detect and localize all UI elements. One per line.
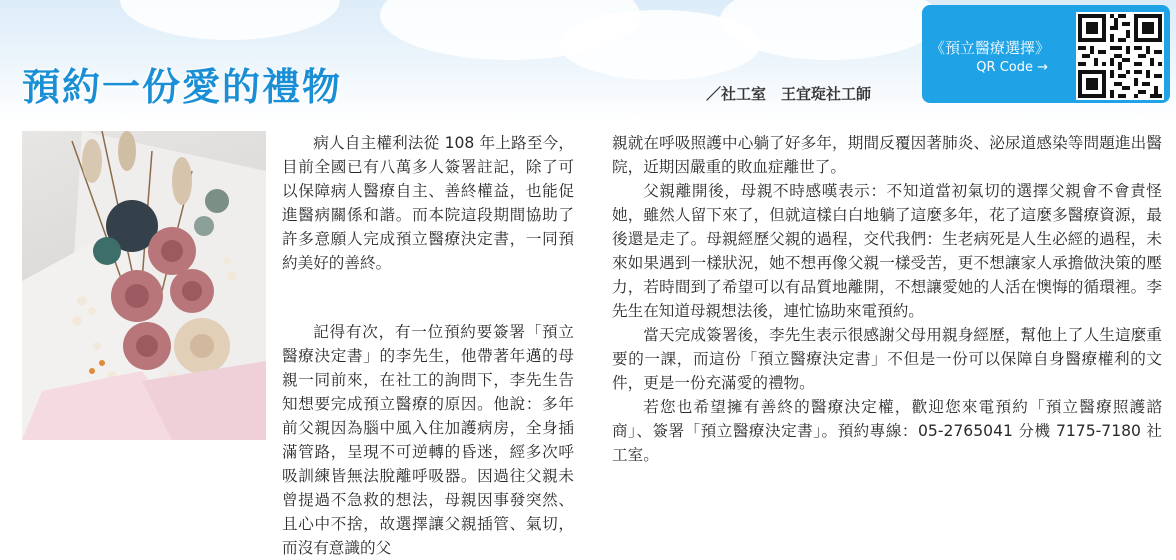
paragraph-continued: 親就在呼吸照護中心躺了好多年，期間反覆因著肺炎、泌尿道感染等問題進出醫院，近期因嚴重的敗血症離世了。 — [612, 134, 1162, 176]
paragraph-story-wrap: 記得有次，有一位預約要簽署「預立醫療決定書」的李先生，他帶著年邁的母親一同前來，在社工的詢問下，李先生告知想要完成預立醫療的原因。他說：多年前父親因為腦中風入住加護病房，全身插滿管路，呈現不可逆轉的昏迷，經多次呼吸訓練皆無法脫離呼吸器。因過往父親未曾提過不急救的想法，母親因事發突然、且心中不捨，故選擇讓父親插管、氣切，而沒有意識的父 — [282, 323, 574, 557]
qr-code-icon[interactable] — [1076, 12, 1164, 100]
paragraph-contact: 若您也希望擁有善終的醫療決定權，歡迎您來電預約「預立醫療照護諮商」、簽署「預立醫療決定書」。預約專線：05-2765041 分機 7175-7180 社工室。 — [612, 398, 1162, 464]
article-right-column — [612, 131, 1162, 467]
article-left-top — [282, 131, 574, 275]
paragraph-signing: 當天完成簽署後，李先生表示很感謝父母用親身經歷，幫他上了人生這麼重要的一課，而這份「預立醫療決定書」不但是一份可以保障自身醫療權利的文件，更是一份充滿愛的禮物。 — [612, 326, 1162, 392]
qr-sublabel: QR Code → — [976, 60, 1048, 75]
qr-label: 《預立醫療選擇》 — [929, 39, 1050, 57]
paragraph-intro: 病人自主權利法從 108 年上路至今，目前全國已有八萬多人簽署註記，除了可以保障病人醫療自主、善終權益，也能促進醫病關係和諧。而本院這段期間協助了許多意願人完成預立醫療決定書，一同預約美好的善終。 — [282, 134, 574, 272]
article-title: 預約一份愛的禮物 — [22, 65, 343, 109]
paragraph-father-passing: 父親離開後，母親不時感嘆表示：不知道當初氣切的選擇父親會不會責怪她，雖然人留下來了，但就這樣白白地躺了這麼多年，花了這麼多醫療資源，最後還是走了。母親經歷父親的過程，交代我們：生老病死是人生必經的過程，未來如果遇到一樣狀況，她不想再像父親一樣受苦，更不想讓家人承擔做決策的壓力，若時間到了希望可以有品質地離開，不想讓愛她的人活在懊悔的循環裡。李先生在知道母親想法後，連忙協助來電預約。 — [612, 182, 1162, 320]
article-left-bottom — [22, 320, 574, 560]
qr-code-panel[interactable] — [922, 5, 1170, 103]
author-byline: ／社工室 王宜琁社工師 — [706, 85, 872, 103]
cloud-decoration — [120, 0, 340, 40]
